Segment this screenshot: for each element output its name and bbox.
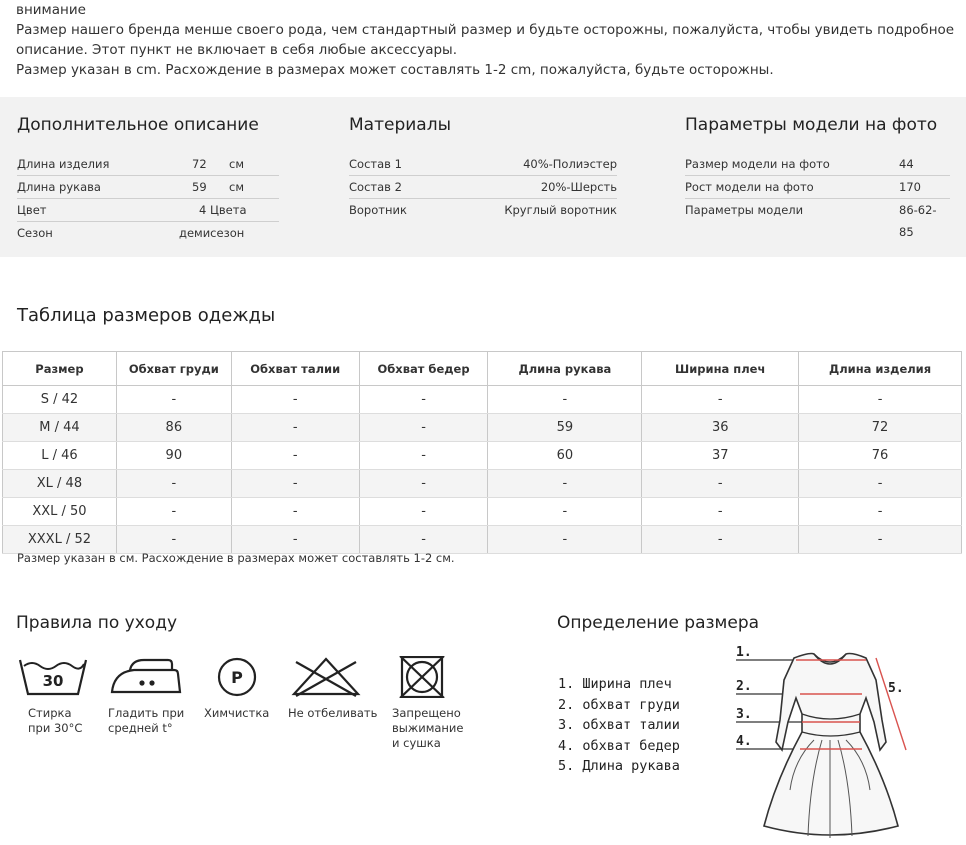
- table-cell: -: [359, 498, 488, 526]
- materials-column: [349, 115, 617, 221]
- details-label: Сезон: [17, 226, 53, 240]
- dry-clean-icon: [204, 656, 274, 698]
- care-label: Гладить при: [108, 706, 185, 720]
- column-header: Длина рукава: [488, 352, 642, 386]
- table-row: [3, 526, 962, 554]
- iron-icon: [108, 656, 184, 698]
- table-cell: -: [488, 470, 642, 498]
- table-cell: L / 46: [3, 442, 117, 470]
- table-cell: 60: [488, 442, 642, 470]
- table-cell: -: [116, 470, 231, 498]
- sizing-steps: [558, 674, 680, 777]
- model-label: Рост модели на фото: [685, 180, 814, 194]
- table-cell: -: [231, 414, 359, 442]
- materials-label: Состав 2: [349, 180, 402, 194]
- model-row: [685, 176, 950, 199]
- details-row: [17, 199, 279, 222]
- table-cell: M / 44: [3, 414, 117, 442]
- table-row: [3, 442, 962, 470]
- details-label: Длина изделия: [17, 157, 110, 171]
- table-cell: 59: [488, 414, 642, 442]
- care-label: средней t°: [108, 721, 173, 735]
- size-table-header-row: [3, 352, 962, 386]
- column-header: Обхват бедер: [359, 352, 488, 386]
- table-cell: -: [488, 386, 642, 414]
- sizing-title: Определение размера: [557, 613, 760, 633]
- product-info-band: [0, 97, 966, 257]
- table-cell: -: [359, 470, 488, 498]
- marker-1-label: 1.: [736, 645, 752, 660]
- sizing-step: 4. обхват бедер: [558, 737, 680, 754]
- care-label: Стирка: [28, 706, 72, 720]
- column-header: Длина изделия: [799, 352, 962, 386]
- table-cell: -: [488, 498, 642, 526]
- care-item-dry-clean: [204, 656, 274, 721]
- care-item-wash: [18, 656, 88, 736]
- column-header: Обхват груди: [116, 352, 231, 386]
- table-cell: -: [231, 442, 359, 470]
- details-row: [17, 222, 279, 244]
- model-value: 86-62-85: [899, 203, 937, 239]
- table-cell: -: [642, 526, 799, 554]
- notice-line-1: Размер нашего бренда менше своего рода, чем стандартный размер и будьте осторожны, пожалуйста, чтобы увидеть подробное: [16, 22, 955, 38]
- details-column: [17, 115, 279, 244]
- dress-diagram: [730, 640, 930, 840]
- care-label: выжимание: [392, 721, 464, 735]
- table-cell: -: [799, 498, 962, 526]
- model-title: Параметры модели на фото: [685, 115, 938, 135]
- table-cell: -: [799, 470, 962, 498]
- care-label: при 30°C: [28, 721, 83, 735]
- column-header: Ширина плеч: [642, 352, 799, 386]
- table-cell: -: [359, 386, 488, 414]
- materials-title: Материалы: [349, 115, 451, 135]
- care-label: и сушка: [392, 736, 441, 750]
- table-cell: -: [642, 470, 799, 498]
- details-label: Длина рукава: [17, 180, 101, 194]
- model-column: [685, 115, 950, 239]
- table-cell: -: [359, 526, 488, 554]
- details-row: [17, 153, 279, 176]
- materials-label: Состав 1: [349, 157, 402, 171]
- notice-heading: внимание: [16, 2, 86, 18]
- table-cell: 72: [799, 414, 962, 442]
- table-cell: -: [116, 498, 231, 526]
- size-table-note: Размер указан в см. Расхождение в размерах может составлять 1-2 см.: [17, 551, 455, 565]
- model-label: Параметры модели: [685, 203, 804, 217]
- materials-value: 40%-Полиэстер: [523, 157, 617, 171]
- table-row: [3, 386, 962, 414]
- sizing-step: 2. обхват груди: [558, 696, 680, 713]
- details-value: 72: [192, 157, 207, 171]
- notice-block: [16, 0, 956, 80]
- details-title: Дополнительное описание: [17, 115, 259, 135]
- notice-line-3: Размер указан в cm. Расхождение в размерах может составлять 1-2 cm, пожалуйста, будьте осторожны.: [16, 62, 774, 78]
- details-value: демисезон: [179, 226, 245, 240]
- table-cell: 86: [116, 414, 231, 442]
- table-cell: -: [231, 526, 359, 554]
- model-label: Размер модели на фото: [685, 157, 830, 171]
- table-cell: -: [116, 386, 231, 414]
- model-row: [685, 153, 950, 176]
- sizing-step: 1. Ширина плеч: [558, 676, 672, 692]
- marker-3-label: 3.: [736, 707, 752, 722]
- table-row: [3, 414, 962, 442]
- model-row: [685, 199, 950, 239]
- table-cell: -: [231, 498, 359, 526]
- notice-line-2: описание. Этот пункт не включает в себя любые аксессуары.: [16, 42, 458, 58]
- table-cell: XL / 48: [3, 470, 117, 498]
- table-cell: 37: [642, 442, 799, 470]
- care-item-no-bleach: [288, 656, 377, 721]
- details-label: Цвет: [17, 203, 47, 217]
- sizing-step: 5. Длина рукава: [558, 758, 680, 774]
- table-cell: XXXL / 52: [3, 526, 117, 554]
- care-label: Не отбеливать: [288, 706, 378, 720]
- materials-value: 20%-Шерсть: [540, 180, 617, 194]
- materials-row: [349, 153, 617, 176]
- size-table: [2, 351, 962, 554]
- table-cell: -: [359, 414, 488, 442]
- table-cell: -: [116, 526, 231, 554]
- care-label: Запрещено: [392, 706, 461, 720]
- details-value: 4 Цвета: [199, 203, 247, 217]
- column-header: Размер: [3, 352, 117, 386]
- sizing-step: 3. обхват талии: [558, 717, 680, 733]
- details-unit: см: [229, 157, 244, 171]
- materials-label: Воротник: [349, 203, 407, 217]
- table-row: [3, 470, 962, 498]
- details-row: [17, 176, 279, 199]
- care-title: Правила по уходу: [16, 613, 178, 633]
- table-cell: -: [642, 498, 799, 526]
- wash-30-icon: [18, 656, 88, 698]
- table-cell: 76: [799, 442, 962, 470]
- size-table-title: Таблица размеров одежды: [17, 305, 276, 326]
- wash-temp-text: 30: [42, 672, 64, 690]
- no-tumble-dry-icon: [392, 656, 448, 698]
- table-cell: -: [231, 470, 359, 498]
- table-cell: -: [642, 386, 799, 414]
- care-label: Химчистка: [204, 706, 270, 720]
- marker-4-label: 4.: [736, 734, 752, 749]
- table-cell: 36: [642, 414, 799, 442]
- table-cell: -: [359, 442, 488, 470]
- materials-row: [349, 199, 617, 221]
- marker-5-label: 5.: [888, 681, 904, 696]
- no-bleach-icon: [288, 656, 364, 698]
- table-cell: 90: [116, 442, 231, 470]
- care-item-iron: [108, 656, 184, 736]
- table-cell: -: [799, 386, 962, 414]
- table-cell: -: [488, 526, 642, 554]
- model-value: 44: [899, 157, 914, 171]
- column-header: Обхват талии: [231, 352, 359, 386]
- table-cell: -: [231, 386, 359, 414]
- table-cell: S / 42: [3, 386, 117, 414]
- table-cell: XXL / 50: [3, 498, 117, 526]
- model-value: 170: [899, 180, 921, 194]
- table-cell: -: [799, 526, 962, 554]
- care-item-no-tumble: [392, 656, 463, 751]
- details-value: 59: [192, 180, 207, 194]
- table-row: [3, 498, 962, 526]
- details-unit: см: [229, 180, 244, 194]
- materials-row: [349, 176, 617, 199]
- marker-2-label: 2.: [736, 679, 752, 694]
- dry-clean-letter: P: [231, 668, 243, 687]
- materials-value: Круглый воротник: [504, 203, 617, 217]
